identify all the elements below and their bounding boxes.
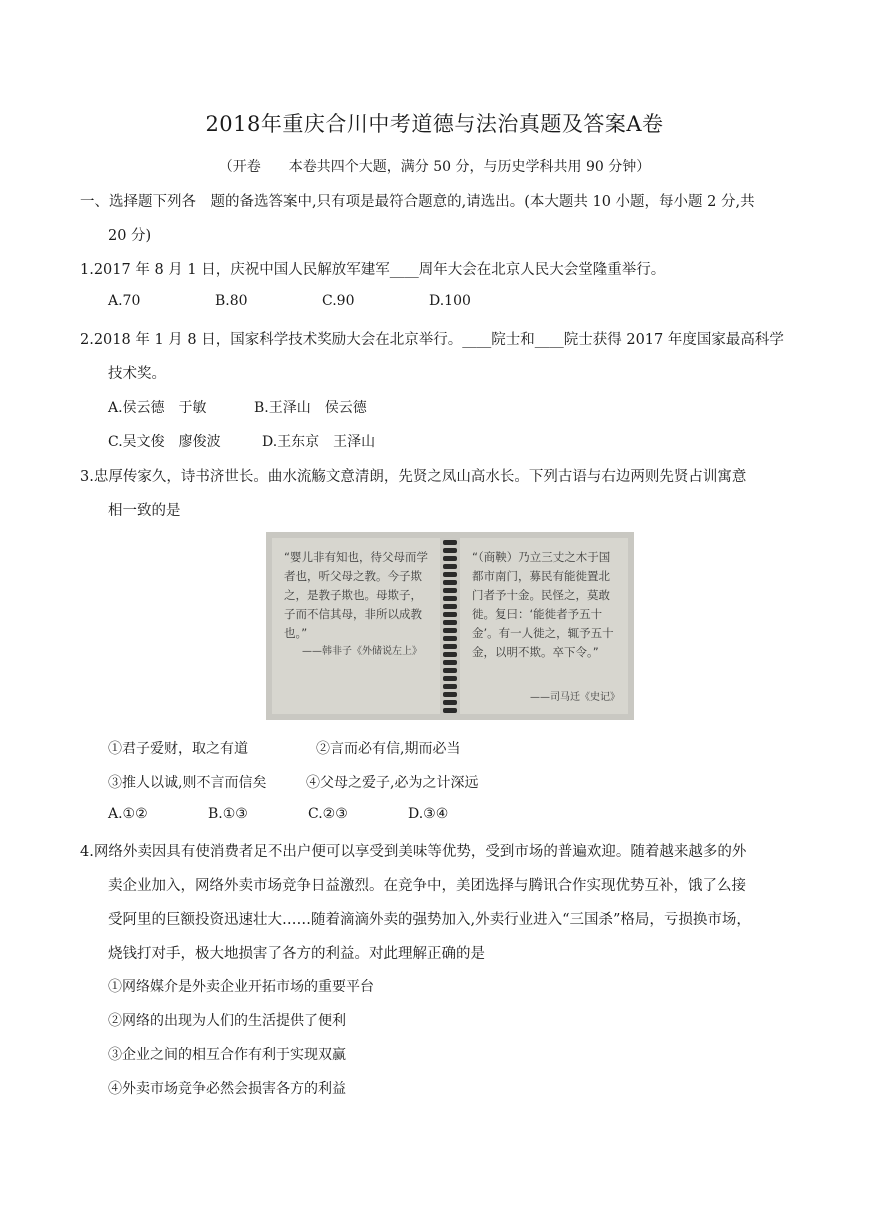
- spiral-ring: [443, 708, 457, 713]
- question-4-stem-cont-2: 受阿里的巨额投资迅速壮大……随着滴滴外卖的强势加入,外卖行业进入“三国杀”格局，亏损换市场，: [108, 912, 751, 928]
- q4-item-1: ①网络媒介是外卖企业开拓市场的重要平台: [108, 979, 374, 995]
- q1-option-a: A.70: [108, 293, 141, 309]
- spiral-ring: [443, 652, 457, 657]
- q3-option-b: B.①③: [208, 806, 248, 822]
- q4-item-2: ②网络的出现为人们的生活提供了便利: [108, 1013, 346, 1029]
- q3-option-d: D.③④: [408, 806, 449, 822]
- question-4-stem: 4.网络外卖因具有使消费者足不出户便可以享受到美味等优势，受到市场的普遍欢迎。随着越来越多的外: [80, 844, 747, 860]
- spiral-ring: [443, 564, 457, 569]
- spiral-ring: [443, 572, 457, 577]
- q1-option-b: B.80: [215, 293, 248, 309]
- spiral-ring: [443, 644, 457, 649]
- notebook-left-source: ——韩非子《外储说左上》: [302, 646, 422, 657]
- spiral-ring: [443, 692, 457, 697]
- spiral-ring: [443, 636, 457, 641]
- notebook-left-page: [272, 538, 440, 714]
- q4-item-4: ④外卖市场竞争必然会损害各方的利益: [108, 1081, 346, 1097]
- spiral-ring: [443, 628, 457, 633]
- spiral-ring: [443, 548, 457, 553]
- notebook-right-text: “（商鞅）乃立三丈之木于国都市南门，募民有能徙置北门者予十金。民怪之，莫敢徙。复曰：‘能徙者予五十金’。有一人徙之，辄予五十金，以明不欺。卒下令。”: [472, 550, 614, 659]
- spiral-ring: [443, 668, 457, 673]
- page-title: 2018年重庆合川中考道德与法治真题及答案A卷: [205, 112, 664, 136]
- notebook-right-page: [460, 538, 628, 714]
- q3-item-2: ②言而必有信,期而必当: [316, 741, 461, 757]
- exam-subtitle: （开卷 本卷共四个大题，满分 50 分，与历史学科共用 90 分钟）: [218, 159, 651, 175]
- spiral-ring: [443, 556, 457, 561]
- spiral-ring: [443, 604, 457, 609]
- question-1-stem: 1.2017 年 8 月 1 日，庆祝中国人民解放军建军____周年大会在北京人民大会堂隆重举行。: [80, 262, 666, 278]
- spiral-ring: [443, 580, 457, 585]
- q2-option-b: B.王泽山 侯云德: [254, 400, 367, 416]
- notebook-right-source: ——司马迁《史记》: [530, 692, 620, 703]
- q2-option-d: D.王东京 王泽山: [262, 434, 376, 450]
- q4-item-3: ③企业之间的相互合作有利于实现双赢: [108, 1047, 346, 1063]
- spiral-ring: [443, 660, 457, 665]
- spiral-ring: [443, 620, 457, 625]
- spiral-ring: [443, 588, 457, 593]
- q2-option-c: C.吴文俊 廖俊波: [108, 434, 221, 450]
- question-3-stem: 3.忠厚传家久，诗书济世长。曲水流觞文意清朗，先贤之凤山高水长。下列古语与右边两则先贤占训寓意: [80, 469, 747, 485]
- spiral-ring: [443, 684, 457, 689]
- notebook-illustration: [266, 532, 634, 720]
- section-heading-cont: 20 分): [108, 228, 152, 244]
- q1-option-c: C.90: [322, 293, 355, 309]
- notebook-spiral-binding: [440, 536, 460, 716]
- section-heading: 一、选择题下列各 题的备选答案中,只有项是最符合题意的,请选出。(本大题共 10 小题，每小题 2 分,共: [80, 194, 755, 210]
- spiral-ring: [443, 700, 457, 705]
- spiral-ring: [443, 540, 457, 545]
- q3-item-3: ③推人以诚,则不言而信矣: [108, 775, 267, 791]
- q3-item-4: ④父母之爱子,必为之计深远: [306, 775, 479, 791]
- q3-option-a: A.①②: [108, 806, 148, 822]
- question-4-stem-cont-1: 卖企业加入，网络外卖市场竞争日益激烈。在竞争中，美团选择与腾讯合作实现优势互补，饿了么接: [108, 878, 746, 894]
- q1-option-d: D.100: [429, 293, 471, 309]
- question-2-stem: 2.2018 年 1 月 8 日，国家科学技术奖励大会在北京举行。____院士和____院士获得 2017 年度国家最高科学: [80, 332, 784, 348]
- spiral-ring: [443, 596, 457, 601]
- question-3-stem-cont: 相一致的是: [108, 503, 181, 519]
- notebook-left-text: “婴儿非有知也，待父母而学者也，听父母之教。今子欺之，是教子欺也。母欺子，子而不信其母，非所以成教也。”: [284, 550, 428, 640]
- spiral-ring: [443, 612, 457, 617]
- q3-option-c: C.②③: [308, 806, 348, 822]
- question-2-stem-cont: 技术奖。: [108, 366, 166, 382]
- q3-item-1: ①君子爱财，取之有道: [108, 741, 248, 757]
- spiral-ring: [443, 676, 457, 681]
- question-4-stem-cont-3: 烧钱打对手，极大地损害了各方的利益。对此理解正确的是: [108, 946, 485, 962]
- q2-option-a: A.侯云德 于敏: [108, 400, 207, 416]
